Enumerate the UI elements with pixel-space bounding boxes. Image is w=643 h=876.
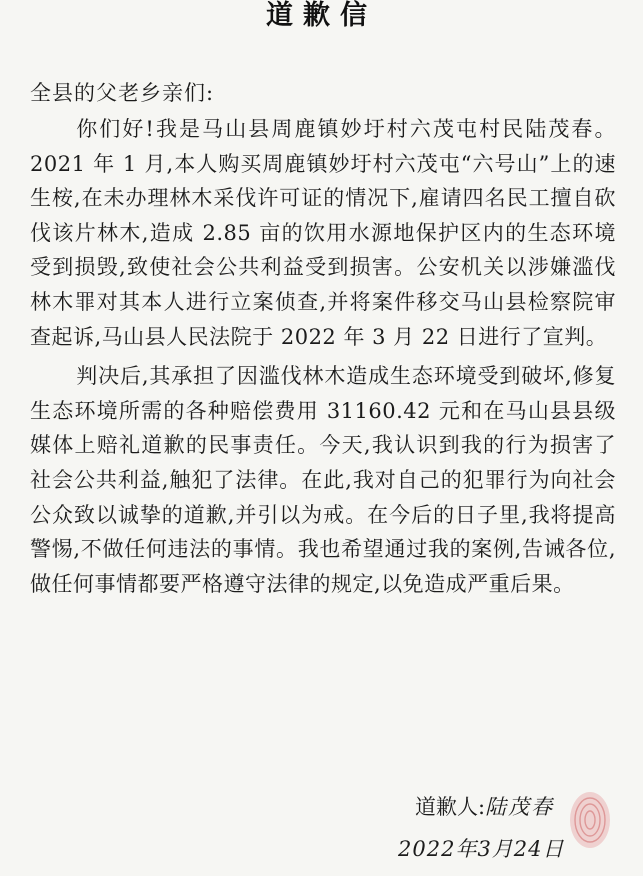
signature-date: 2022年3月24日 bbox=[398, 837, 565, 861]
body-paragraph-2: 判决后,其承担了因滥伐林木造成生态环境受到破坏,修复生态环境所需的各种赔偿费用 31160.42 元和在马山县县级媒体上赔礼道歉的民事责任。今天,我认识到我的行为损害了社会公共利益,触犯了法律。在此,我对自己的犯罪行为向社会公众致以诚挚的道歉,并引以为戒。在今后的日子里,我将提高警惕,不做任何违法的事情。我也希望通过我的案例,告诫各位,做任何事情都要严格遵守法律的规定,以免造成严重后果。 bbox=[30, 364, 616, 596]
body-paragraph-1: 你们好!我是马山县周鹿镇妙圩村六茂屯村民陆茂春。2021 年 1 月,本人购买周鹿镇妙圩村六茂屯“六号山”上的速生桉,在未办理林木采伐许可证的情况下,雇请四名民工擅自砍伐该片林木,造成 2.85 亩的饮用水源地保护区内的生态环境受到损毁,致使社会公共利益受到损害。公安机关以涉嫌滥伐林木罪对其本人进行立案侦查,并将案件移交马山县检察院审查起诉,马山县人民法院于 2022 年 3 月 22 日进行了宣判。 bbox=[30, 117, 616, 349]
letter-title: 道歉信 bbox=[266, 0, 377, 31]
letter-greeting: 全县的父老乡亲们: bbox=[30, 81, 215, 105]
fingerprint-stamp bbox=[566, 788, 614, 852]
letter-body bbox=[30, 112, 616, 606]
handwritten-signature: 陆茂春 bbox=[485, 795, 555, 819]
signature-label: 道歉人: bbox=[415, 795, 486, 819]
signature-line bbox=[415, 790, 554, 824]
